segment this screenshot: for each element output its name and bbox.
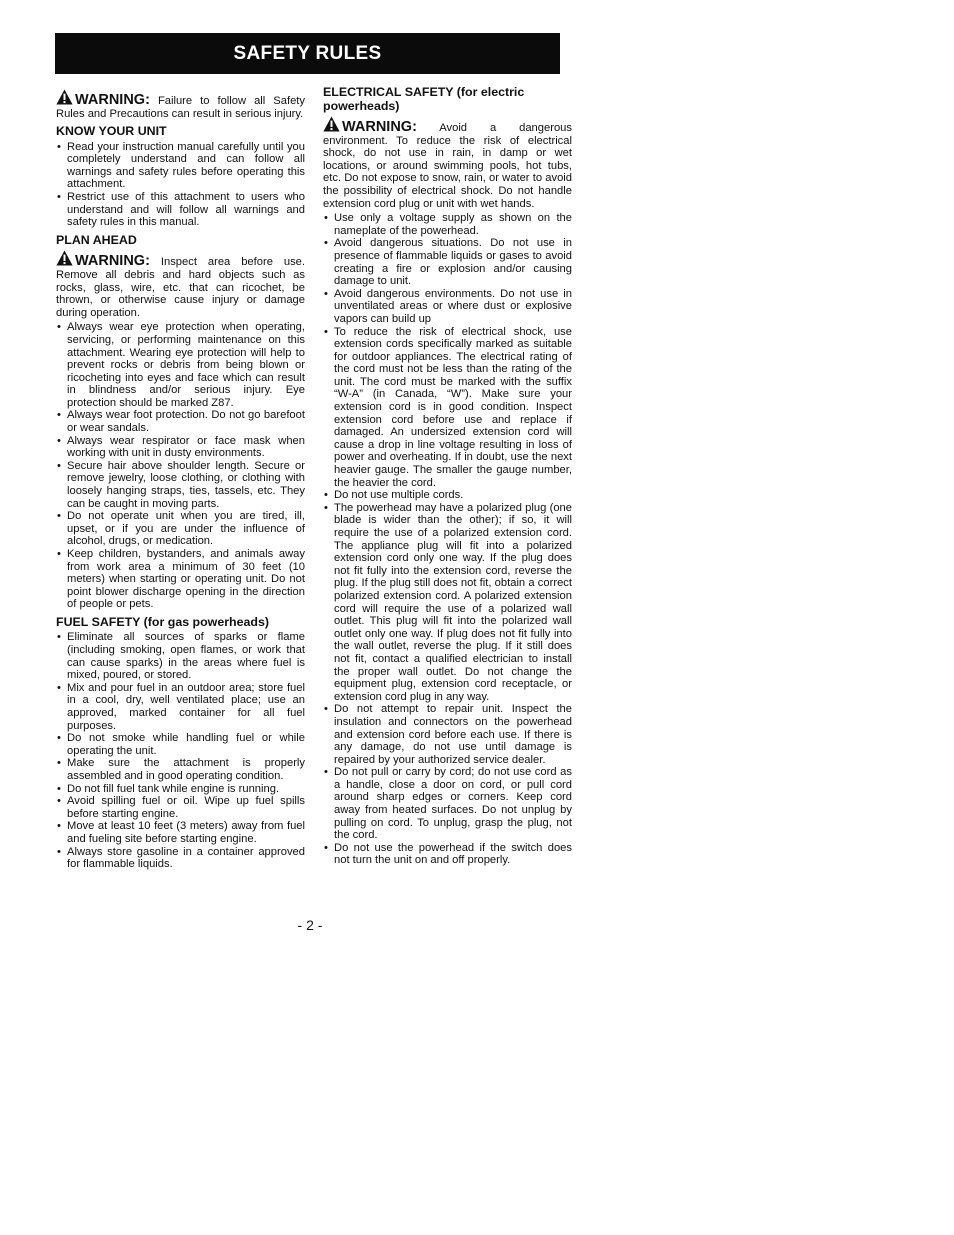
list-item: • Always wear foot protection. Do not go barefoot or wear sandals. (56, 409, 305, 434)
list-item: • Restrict use of this attachment to users who understand and will follow all warnings and safety rules in this manual. (56, 191, 305, 229)
warning-label: WARNING: (75, 92, 150, 108)
warning-triangle-icon (56, 89, 73, 105)
list-item: • Read your instruction manual carefully until you completely understand and can follow all warnings and safety rules before operating this attachment. (56, 141, 305, 191)
know-your-unit-list (56, 141, 305, 229)
list-item: • Always store gasoline in a container approved for flammable liquids. (56, 846, 305, 871)
page-title: SAFETY RULES (233, 42, 382, 64)
section-heading-plan-ahead: PLAN AHEAD (56, 232, 137, 247)
warning-text: Avoid a dangerous environment. To reduce the risk of electrical shock, do not use in rain, in damp or wet locations, or around swimming pools, hot tubs, etc. Do not expose to snow, rain, or water to avoid the possibility of electrical shock. Do not handle extension cord plug or unit with wet hands. (323, 122, 572, 210)
list-item: • Do not pull or carry by cord; do not use cord as a handle, close a door on cord, or pull cord around sharp edges or corners. Keep cord away from heated surfaces. Do not unplug by pulling on cord. To unplug, grasp the plug, not the cord. (323, 766, 572, 842)
list-item: • Mix and pour fuel in an outdoor area; store fuel in a cool, dry, well ventilated place; use an approved, marked container for all fuel purposes. (56, 682, 305, 732)
warning-triangle-icon (323, 116, 340, 132)
electrical-safety-list (323, 212, 572, 867)
warning-text: Failure to follow all Safety Rules and Precautions can result in serious injury. (56, 95, 305, 120)
fuel-safety-list (56, 631, 305, 870)
warning-triangle-icon (56, 250, 73, 266)
page-title-bar (55, 33, 560, 74)
list-item: • Do not fill fuel tank while engine is running. (56, 783, 305, 796)
warning-label: WARNING: (342, 119, 417, 135)
right-column (323, 86, 572, 867)
section-heading-fuel-safety: FUEL SAFETY (for gas powerheads) (56, 614, 269, 629)
warning-label: WARNING: (75, 253, 150, 270)
list-item: • Move at least 10 feet (3 meters) away from fuel and fueling site before starting engine. (56, 820, 305, 845)
list-item: • Do not operate unit when you are tired, ill, upset, or if you are under the influence of alcohol, drugs, or medication. (56, 510, 305, 548)
list-item: • Do not use the powerhead if the switch does not turn the unit on and off properly. (323, 842, 572, 867)
list-item: • Do not attempt to repair unit. Inspect the insulation and connectors on the powerhead and extension cord before each use. If there is any damage, do not use until damage is repaired by your authorized service dealer. (323, 703, 572, 766)
list-item: • Use only a voltage supply as shown on the nameplate of the powerhead. (323, 212, 572, 237)
list-item: • To reduce the risk of electrical shock, use extension cords specifically marked as suitable for outdoor appliances. The electrical rating of the cord must not be less than the rating of the unit. The cord must be marked with the suffix “W-A” (in Canada, “W”). Make sure your extension cord is in good condition. Inspect extension cord before use and replace if damaged. An undersized extension cord will cause a drop in line voltage resulting in loss of power and overheating. If in doubt, use the next heavier gauge. The smaller the gauge number, the heavier the cord. (323, 326, 572, 490)
list-item: • Do not use multiple cords. (323, 489, 572, 502)
plan-ahead-list (56, 321, 305, 611)
list-item: • Always wear eye protection when operating, servicing, or performing maintenance on this attachment. Wearing eye protection will help to prevent rocks or debris from being blown or ricocheting into eyes and face which can result in blindness and/or serious injury. Eye protection should be marked Z87. (56, 321, 305, 409)
list-item: • Eliminate all sources of sparks or flame (including smoking, open flames, or work that can cause sparks) in the areas where fuel is mixed, poured, or stored. (56, 631, 305, 681)
list-item: • Secure hair above shoulder length. Secure or remove jewelry, loose clothing, or clothing with loosely hanging straps, ties, tassels, etc. They can be caught in moving parts. (56, 460, 305, 510)
section-heading-know-your-unit: KNOW YOUR UNIT (56, 124, 167, 139)
list-item: • Do not smoke while handling fuel or while operating the unit. (56, 732, 305, 757)
list-item: • Avoid dangerous situations. Do not use in presence of flammable liquids or gases to avoid creating a fire or explosion and/or causing damage to unit. (323, 237, 572, 287)
list-item: • Keep children, bystanders, and animals away from work area a minimum of 30 feet (10 meters) when starting or operating unit. Do not point blower discharge opening in the direction of people or pets. (56, 548, 305, 611)
intro-warning (56, 89, 305, 120)
page-number: - 2 - (297, 917, 323, 933)
list-item: • Avoid spilling fuel or oil. Wipe up fuel spills before starting engine. (56, 795, 305, 820)
left-column (56, 86, 305, 871)
warning-text: Inspect area before use. Remove all debris and hard objects such as rocks, glass, wire, etc. that can ricochet, be thrown, or otherwise cause injury or damage during operation. (56, 256, 305, 319)
list-item: • Avoid dangerous environments. Do not use in unventilated areas or where dust or explosive vapors can build up (323, 288, 572, 326)
list-item: • Make sure the attachment is properly assembled and in good operating condition. (56, 757, 305, 782)
plan-ahead-warning (56, 250, 305, 319)
list-item: • Always wear respirator or face mask when working with unit in dusty environments. (56, 435, 305, 460)
electrical-warning (323, 116, 572, 210)
section-heading-electrical-safety: ELECTRICAL SAFETY (for electric powerheads) (323, 85, 525, 113)
list-item: • The powerhead may have a polarized plug (one blade is wider than the other); if so, it will require the use of a polarized extension cord. The appliance plug will fit into a polarized extension cord only one way. If the plug does not fit fully into the extension cord, reverse the plug. If the plug still does not fit, obtain a correct polarized extension cord. A polarized extension cord will require the use of a polarized wall outlet. This plug will fit into the polarized wall outlet only one way. If plug does not fit fully into the wall outlet, reverse the plug. If it still does not fit, contact a qualified electrician to install the proper wall outlet. Do not change the equipment plug, extension cord receptacle, or extension cord plug in any way. (323, 502, 572, 704)
